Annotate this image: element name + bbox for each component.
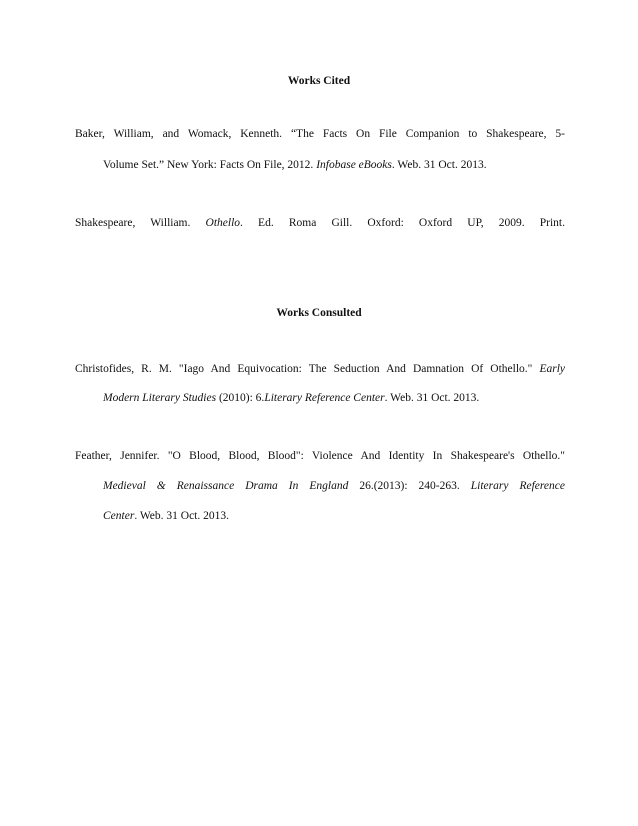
citation-christofides-line-1: Christofides, R. M. "Iago And Equivocation: The Seduction And Damnation Of Othello." Early xyxy=(75,363,565,375)
citation-baker-line-2: Volume Set.” New York: Facts On File, 2012. Infobase eBooks. Web. 31 Oct. 2013. xyxy=(103,159,487,171)
citation-feather-line-3: Center. Web. 31 Oct. 2013. xyxy=(103,510,229,522)
works-cited-heading: Works Cited xyxy=(287,75,351,87)
citation-feather-line-1: Feather, Jennifer. "O Blood, Blood, Blood": Violence And Identity In Shakespeare's Othello." xyxy=(75,450,565,462)
citation-baker-line-1: Baker, William, and Womack, Kenneth. “The Facts On File Companion to Shakespeare, 5- xyxy=(75,128,565,140)
citation-feather-line-2: Medieval & Renaissance Drama In England 26.(2013): 240-263. Literary Reference xyxy=(103,480,565,492)
citation-shakespeare-line-1: Shakespeare, William. Othello. Ed. Roma Gill. Oxford: Oxford UP, 2009. Print. xyxy=(75,217,565,229)
works-consulted-heading: Works Consulted xyxy=(276,307,362,319)
citation-christofides-line-2: Modern Literary Studies (2010): 6.Literary Reference Center. Web. 31 Oct. 2013. xyxy=(103,392,480,404)
